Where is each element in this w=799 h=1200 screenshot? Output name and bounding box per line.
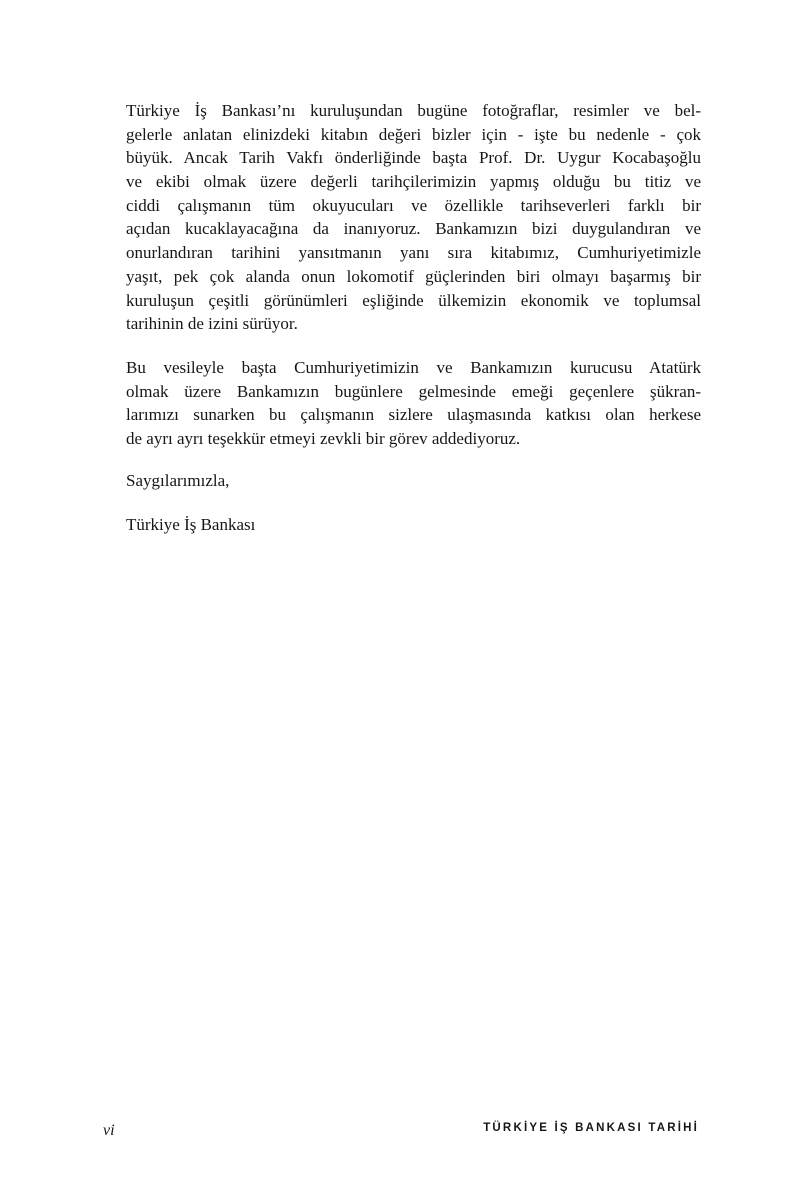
text-line: onurlandıran tarihini yansıtmanın yanı sıra kitabımız, Cumhuriyetimizle — [126, 243, 701, 263]
text-line: de ayrı ayrı teşekkür etmeyi zevkli bir görev addediyoruz. — [126, 428, 521, 448]
text-line: büyük. Ancak Tarih Vakfı önderliğinde başta Prof. Dr. Uygur Kocabaşoğlu — [126, 148, 701, 168]
closing-salutation: Saygılarımızla, — [126, 470, 230, 490]
text-line: kuruluşun çeşitli görünümleri eşliğinde ülkemizin ekonomik ve toplumsal — [126, 290, 701, 310]
preface-paragraph-1 — [126, 99, 701, 336]
text-line: yaşıt, pek çok alanda onun lokomotif güçlerinden biri olmayı başarmış bir — [126, 266, 701, 286]
signature: Türkiye İş Bankası — [126, 515, 256, 535]
text-line: tarihinin de izini sürüyor. — [126, 314, 298, 334]
running-title: TÜRKİYE İŞ BANKASI TARİHİ — [483, 1122, 699, 1134]
text-line: Türkiye İş Bankası’nı kuruluşundan bugüne fotoğraflar, resimler ve bel- — [126, 101, 701, 120]
text-line: larımızı sunarken bu çalışmanın sizlere ulaşmasında katkısı olan herkese — [126, 405, 701, 425]
text-line: olmak üzere Bankamızın bugünlere gelmesinde emeği geçenlere şükran- — [126, 381, 701, 401]
page-number: vi — [103, 1122, 115, 1139]
preface-paragraph-2 — [126, 356, 701, 451]
preface-text — [126, 99, 701, 537]
text-line: açıdan kucaklayacağına da inanıyoruz. Bankamızın bizi duygulandıran ve — [126, 219, 701, 239]
text-line: Bu vesileyle başta Cumhuriyetimizin ve Bankamızın kurucusu Atatürk — [126, 357, 701, 377]
text-line: ciddi çalışmanın tüm okuyucuları ve özellikle tarihseverleri farklı bir — [126, 195, 701, 215]
text-line: gelerle anlatan elinizdeki kitabın değeri bizler için - işte bu nedenle - çok — [126, 124, 701, 144]
text-line: ve ekibi olmak üzere değerli tarihçilerimizin yapmış olduğu bu titiz ve — [126, 172, 701, 192]
